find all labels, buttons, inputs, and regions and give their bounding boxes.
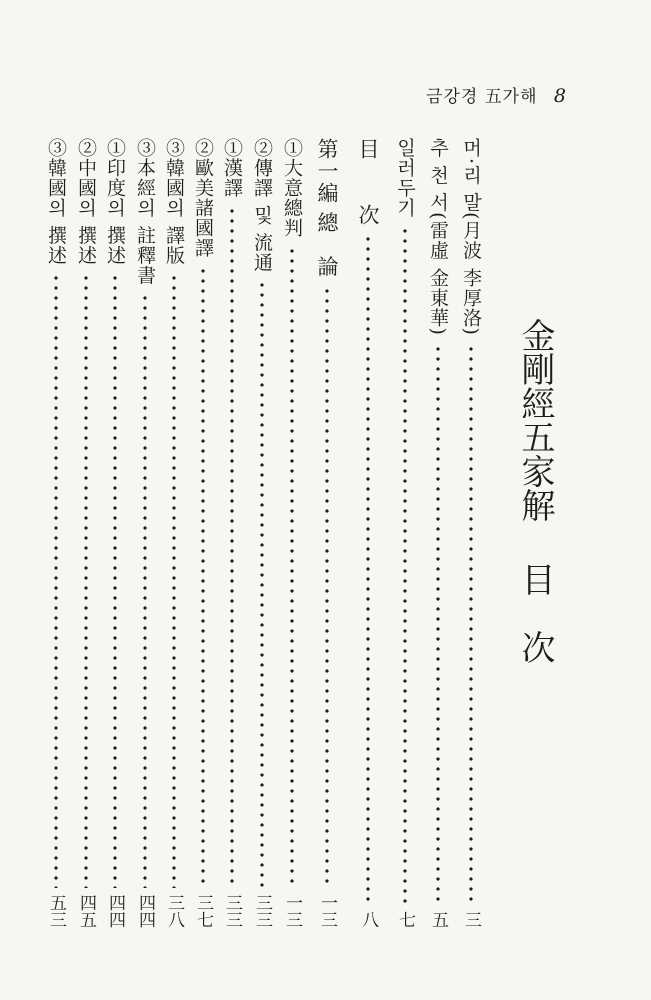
toc-entry <box>391 138 419 928</box>
toc-entry-label: ①印度의 撰述 <box>104 138 126 266</box>
toc-leader <box>290 246 294 888</box>
header-text: 금강경 五가해 <box>425 87 538 107</box>
toc-entry-label: ③本經의 註釋書 <box>134 138 156 286</box>
toc-entry <box>131 138 159 928</box>
toc-leader <box>54 273 58 888</box>
toc-entry <box>160 138 188 928</box>
toc-entry-label: ③韓國의 譯版 <box>163 138 185 266</box>
toc-entry-label: 第一編 總 論 <box>315 138 339 278</box>
toc-entry-page: 七 <box>395 911 415 928</box>
toc-entry-label: ①漢譯 <box>221 138 243 198</box>
toc-entry-page: 三八 <box>164 894 184 928</box>
toc-leader <box>230 206 234 888</box>
toc-entry-label: ②傳譯 및 流通 <box>251 138 273 273</box>
toc-leader <box>143 293 147 888</box>
toc-leader <box>113 273 117 888</box>
toc-leader <box>469 344 473 905</box>
toc-entry-page: 五 <box>428 911 448 928</box>
toc-entry-page: 一三 <box>317 894 337 928</box>
toc-entry-label: 머·리 말(月波 李厚洛) <box>460 138 482 336</box>
toc-entry <box>354 138 382 928</box>
toc-entry-page: 三三 <box>222 894 242 928</box>
toc-title <box>515 318 555 664</box>
book-title: 金剛經五家解 <box>515 318 555 522</box>
toc-entry-label: 일러두기 <box>394 138 416 218</box>
toc-entry <box>424 138 452 928</box>
toc-entry-label: 추 천 서(雷虛 金東華) <box>427 138 449 336</box>
toc-entry-page: 三 <box>461 911 481 928</box>
toc-leader <box>403 226 407 905</box>
toc-entry <box>457 138 485 928</box>
toc-entry-page: 一三 <box>282 894 302 928</box>
toc-entry-label: ②歐美諸國譯 <box>192 138 214 258</box>
toc-entry-label: 目 次 <box>356 138 380 226</box>
toc-entry-page: 五三 <box>46 894 66 928</box>
toc-entry-page: 四四 <box>105 894 125 928</box>
toc-entry <box>218 138 246 928</box>
toc-entry-label: ③韓國의 撰述 <box>45 138 67 266</box>
running-header <box>426 82 567 107</box>
toc-entry <box>72 138 100 928</box>
toc-entry <box>101 138 129 928</box>
toc-entry-page: 四四 <box>135 894 155 928</box>
toc-leader <box>325 286 329 888</box>
toc-entry-label: ①大意總判 <box>281 138 303 238</box>
toc-entry-page: 四五 <box>76 894 96 928</box>
toc-entry <box>278 138 306 928</box>
page-number: 8 <box>553 85 567 107</box>
toc-entry <box>42 138 70 928</box>
toc-leader <box>260 280 264 888</box>
toc-leader <box>84 273 88 888</box>
contents-heading: 目 次 <box>515 562 555 664</box>
toc-entry-page: 三三 <box>252 894 272 928</box>
toc-entry-label: ②中國의 撰述 <box>75 138 97 266</box>
toc-leader <box>172 273 176 888</box>
toc-entry <box>189 138 217 928</box>
toc-leader <box>436 344 440 905</box>
toc-entry <box>248 138 276 928</box>
toc-leader <box>201 266 205 888</box>
toc-entry-page: 三七 <box>193 894 213 928</box>
toc-entry-page: 八 <box>358 911 378 928</box>
toc-entry <box>313 138 341 928</box>
toc-leader <box>366 234 370 905</box>
